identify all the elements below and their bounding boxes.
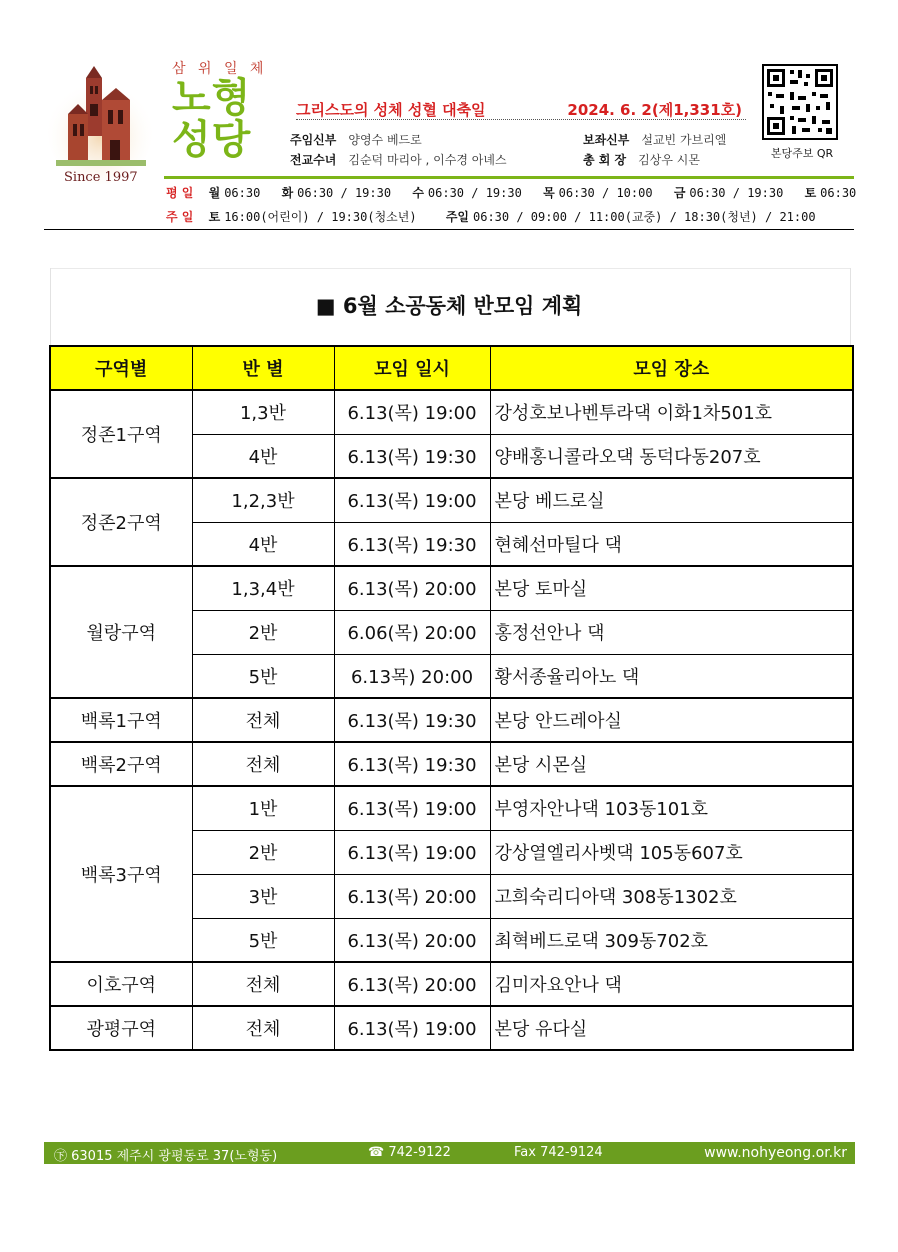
header-time: 모임 일시 (334, 346, 490, 390)
header-place: 모임 장소 (490, 346, 853, 390)
time-cell: 6.13(목) 20:00 (334, 566, 490, 610)
place-cell: 강성호보나벤투라댁 이화1차501호 (490, 390, 853, 434)
weekday-times: 06:30 (820, 186, 857, 200)
district-cell: 백록3구역 (50, 786, 192, 962)
weekday-times: 06:30 / 19:30 (689, 186, 784, 200)
place-cell: 현혜선마틸다 댁 (490, 522, 853, 566)
place-cell: 황서종율리아노 댁 (490, 654, 853, 698)
ban-cell: 1,3반 (192, 390, 334, 434)
table-row (50, 698, 853, 742)
table-row (50, 962, 853, 1006)
church-logo-icon (48, 64, 152, 184)
ban-cell: 1반 (192, 786, 334, 830)
time-cell: 6.06(목) 20:00 (334, 610, 490, 654)
content-frame-top (50, 268, 850, 269)
weekday-day: 수 (412, 186, 424, 200)
feast-row (296, 98, 746, 120)
time-cell: 6.13(목) 19:30 (334, 434, 490, 478)
footer-fax: Fax 742-9124 (514, 1145, 603, 1160)
ban-cell: 전체 (192, 698, 334, 742)
page-title: ■ 6월 소공동체 반모임 계획 (315, 294, 583, 318)
ban-cell: 5반 (192, 654, 334, 698)
qr-caption: 본당주보 QR (770, 147, 834, 160)
assistant-label: 보좌신부 (583, 133, 630, 147)
president-line (583, 151, 700, 168)
qr-code-icon[interactable] (762, 64, 838, 140)
sisters-names: 김순덕 마리아 , 이수경 아녜스 (348, 153, 507, 167)
sunday-day: 토 (208, 210, 221, 224)
ban-cell: 전체 (192, 742, 334, 786)
place-cell: 김미자요안나 댁 (490, 962, 853, 1006)
table-row (50, 1006, 853, 1050)
since-year: Since 1997 (64, 170, 138, 185)
district-cell: 정존1구역 (50, 390, 192, 478)
district-cell: 백록1구역 (50, 698, 192, 742)
place-cell: 양배홍니콜라오댁 동덕다동207호 (490, 434, 853, 478)
time-cell: 6.13(목) 19:00 (334, 478, 490, 522)
meeting-plan-table (49, 345, 854, 1051)
footer-phone: ☎ 742-9122 (368, 1145, 451, 1160)
sisters-line (290, 151, 507, 168)
district-cell: 이호구역 (50, 962, 192, 1006)
ban-cell: 1,3,4반 (192, 566, 334, 610)
weekday-day: 목 (543, 186, 555, 200)
table-row (50, 742, 853, 786)
place-cell: 본당 시몬실 (490, 742, 853, 786)
time-cell: 6.13(목) 19:00 (334, 830, 490, 874)
weekday-mass-schedule (166, 184, 856, 201)
time-cell: 6.13(목) 20:00 (334, 918, 490, 962)
table-row (50, 566, 853, 610)
sunday-label: 주 일 (166, 210, 194, 224)
table-row (50, 390, 853, 434)
table-row (50, 786, 853, 830)
sisters-label: 전교수녀 (290, 153, 337, 167)
place-cell: 홍정선안나 댁 (490, 610, 853, 654)
weekday-day: 토 (804, 186, 817, 200)
district-cell: 정존2구역 (50, 478, 192, 566)
place-cell: 본당 안드레아실 (490, 698, 853, 742)
pastor-name: 양영수 베드로 (348, 133, 422, 147)
time-cell: 6.13(목) 20:00 (334, 874, 490, 918)
district-cell: 월랑구역 (50, 566, 192, 698)
district-cell: 백록2구역 (50, 742, 192, 786)
time-cell: 6.13(목) 19:30 (334, 698, 490, 742)
footer-address: ㊦ 63015 제주시 광평동로 37(노형동) (54, 1149, 278, 1164)
place-cell: 고희숙리디아댁 308동1302호 (490, 874, 853, 918)
sunday-times: 16:00(어린이) / 19:30(청소년) (224, 210, 417, 224)
weekday-times: 06:30 / 10:00 (558, 186, 653, 200)
header-ban: 반 별 (192, 346, 334, 390)
ban-cell: 2반 (192, 830, 334, 874)
assistant-name: 설교빈 가브리엘 (641, 133, 727, 147)
sunday-day: 주일 (445, 210, 469, 224)
place-cell: 본당 토마실 (490, 566, 853, 610)
table-header-row (50, 346, 853, 390)
weekday-times: 06:30 (224, 186, 261, 200)
president-name: 김상우 시몬 (638, 153, 700, 167)
feast-title: 그리스도의 성체 성혈 대축일 (296, 101, 486, 119)
weekday-day: 화 (281, 186, 294, 200)
trinity-tagline: 삼 위 일 체 (172, 61, 268, 77)
district-cell: 광평구역 (50, 1006, 192, 1050)
header-district: 구역별 (50, 346, 192, 390)
weekday-day: 금 (673, 186, 686, 200)
issue-date: 2024. 6. 2(제1,331호) (567, 101, 742, 119)
header-divider (164, 176, 854, 179)
place-cell: 본당 유다실 (490, 1006, 853, 1050)
ban-cell: 전체 (192, 962, 334, 1006)
footer-bar (44, 1142, 855, 1164)
time-cell: 6.13(목) 19:30 (334, 522, 490, 566)
time-cell: 6.13(목) 19:30 (334, 742, 490, 786)
president-label: 총 회 장 (583, 153, 627, 167)
weekday-label: 평 일 (166, 186, 194, 200)
header-bottom-rule (44, 229, 854, 230)
place-cell: 최혁베드로댁 309동702호 (490, 918, 853, 962)
sunday-mass-schedule (166, 208, 816, 225)
place-cell: 강상열엘리사벳댁 105동607호 (490, 830, 853, 874)
footer-website-link[interactable]: www.nohyeong.or.kr (704, 1145, 847, 1161)
parish-name-line1: 노형 (172, 75, 252, 121)
time-cell: 6.13(목) 19:00 (334, 1006, 490, 1050)
parish-name-line2: 성당 (172, 117, 252, 163)
time-cell: 6.13목) 20:00 (334, 654, 490, 698)
ban-cell: 2반 (192, 610, 334, 654)
pastor-line (290, 131, 422, 148)
ban-cell: 1,2,3반 (192, 478, 334, 522)
assistant-line (583, 131, 726, 148)
sunday-times: 06:30 / 09:00 / 11:00(교중) / 18:30(청년) / 21:00 (473, 210, 816, 224)
table-row (50, 478, 853, 522)
weekday-times: 06:30 / 19:30 (297, 186, 392, 200)
pastor-label: 주임신부 (290, 133, 337, 147)
time-cell: 6.13(목) 19:00 (334, 786, 490, 830)
time-cell: 6.13(목) 20:00 (334, 962, 490, 1006)
place-cell: 본당 베드로실 (490, 478, 853, 522)
ban-cell: 4반 (192, 522, 334, 566)
ban-cell: 3반 (192, 874, 334, 918)
weekday-times: 06:30 / 19:30 (427, 186, 522, 200)
ban-cell: 5반 (192, 918, 334, 962)
ban-cell: 4반 (192, 434, 334, 478)
weekday-day: 월 (208, 186, 221, 200)
place-cell: 부영자안나댁 103동101호 (490, 786, 853, 830)
time-cell: 6.13(목) 19:00 (334, 390, 490, 434)
ban-cell: 전체 (192, 1006, 334, 1050)
